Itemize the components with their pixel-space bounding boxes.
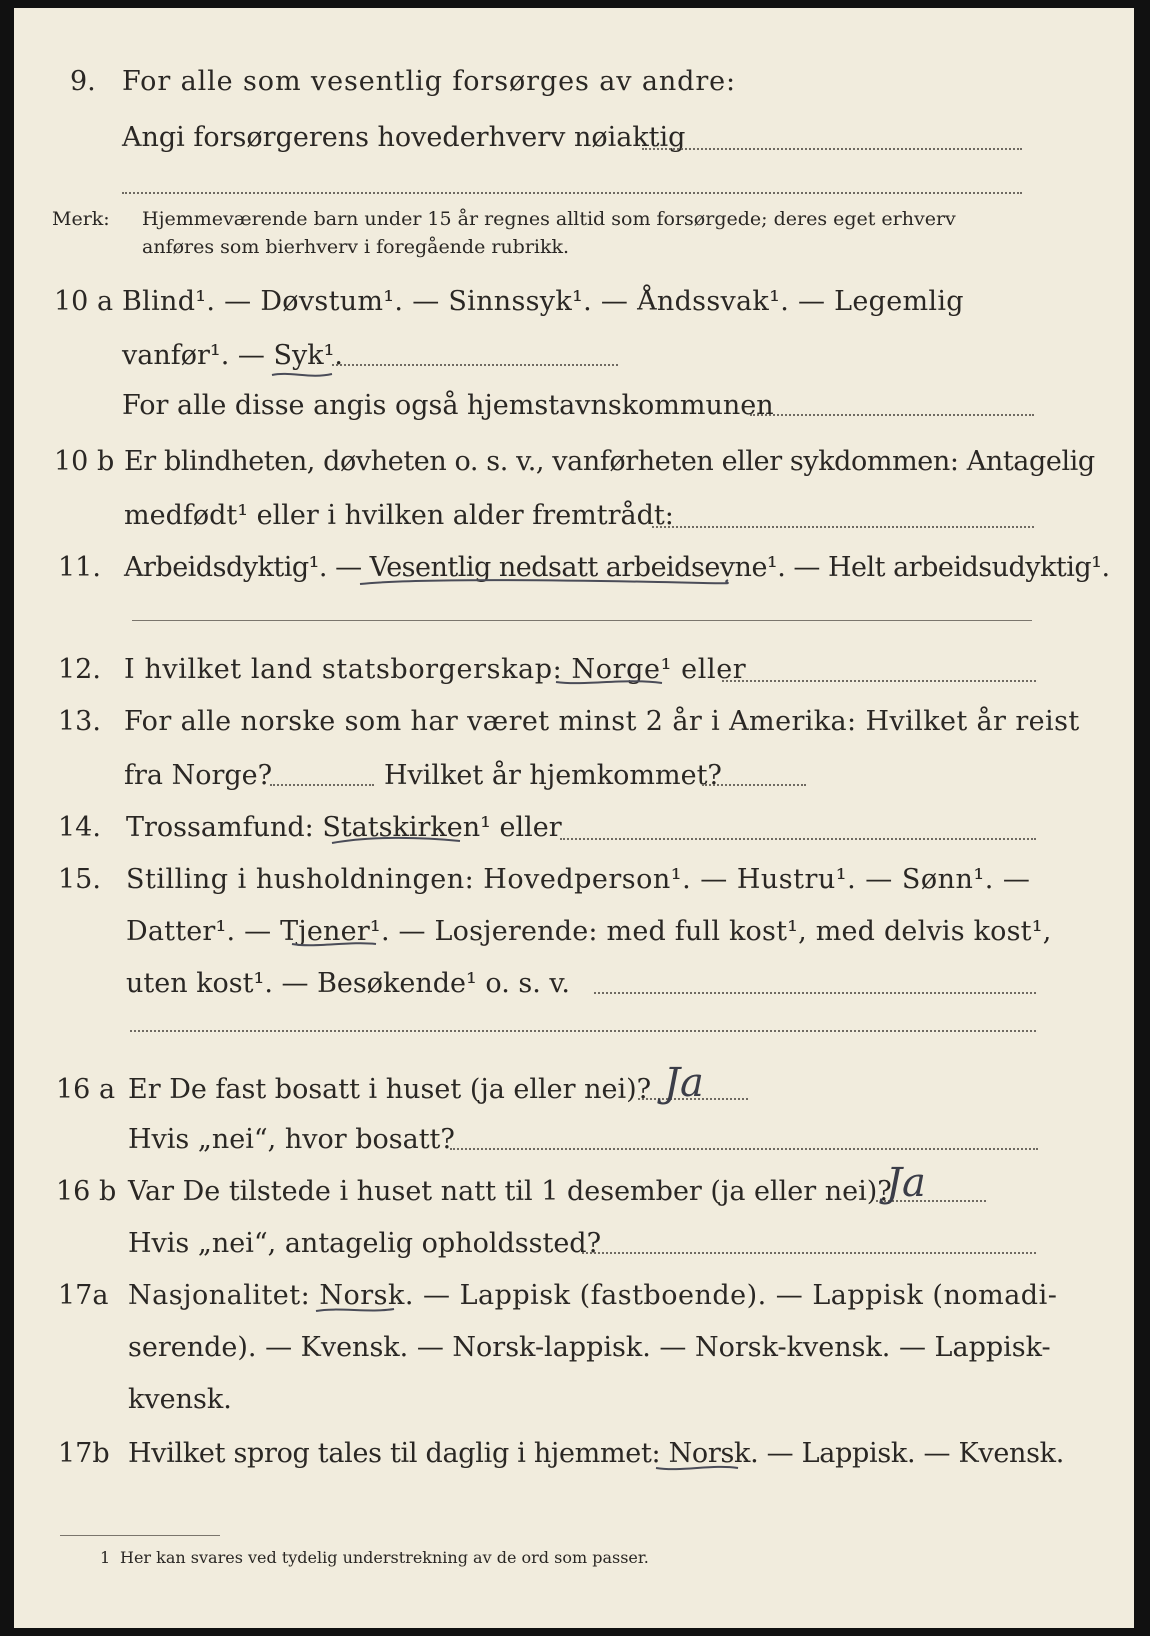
q16b-line1: Var De tilstede i huset natt til 1 desember (ja eller nei)? [128,1176,892,1207]
norsk-underline-17a [314,1304,396,1316]
q17a-line3: kvensk. [128,1384,232,1415]
footnote-rule [60,1535,220,1536]
q16b-handwritten-answer: Ja [886,1160,926,1206]
q16a-handwritten-answer: Ja [664,1060,704,1106]
q17a-line2: serende). — Kvensk. — Norsk-lappisk. — Norsk-kvensk. — Lappisk- [128,1332,1051,1363]
footnote-mark: 1 [100,1548,111,1567]
q12-number: 12. [58,654,101,685]
q15-number: 15. [58,864,101,895]
q9-line2: Angi forsørgerens hovederhverv nøiaktig [122,122,686,153]
census-form-page [14,8,1134,1628]
merk-label: Merk: [52,208,110,230]
q10a-number: 10 a [54,286,114,317]
q10b-number: 10 b [54,446,115,477]
q13-hjemkommet-field[interactable] [702,784,806,786]
q14-number: 14. [58,812,101,843]
statskirken-underline [330,834,462,848]
q13-line2a: fra Norge? [124,760,273,791]
q10a-line1: Blind¹. — Døvstum¹. — Sinnssyk¹. — Åndssvak¹. — Legemlig [122,286,964,317]
q10a-line2: vanfør¹. — Syk¹. [122,340,343,371]
q12-answer-field[interactable] [722,680,1036,682]
q16b-opholdssted-field[interactable] [582,1252,1036,1254]
q17b-number: 17b [58,1438,110,1469]
norsk-underline-17b [654,1462,740,1474]
q10a-answer-field[interactable] [332,364,618,366]
q15-line3: uten kost¹. — Besøkende¹ o. s. v. [126,968,571,999]
q10a-hjemstavn-field[interactable] [750,414,1034,416]
q15-line2: Datter¹. — Tjener¹. — Losjerende: med full kost¹, med delvis kost¹, [126,916,1052,947]
q15-line1: Stilling i husholdningen: Hovedperson¹. — Hustru¹. — Sønn¹. — [126,864,1031,895]
q16b-number: 16 b [56,1176,117,1207]
q11-line1: Arbeidsdyktig¹. — Vesentlig nedsatt arbeidsevne¹. — Helt arbeidsudyktig¹. [124,552,1110,583]
syk-underline [270,369,334,381]
q15-answer-field[interactable] [594,992,1036,994]
q13-line2b: Hvilket år hjemkommet? [384,760,722,791]
q16a-bosatt-field[interactable] [450,1148,1038,1150]
q10a-line3: For alle disse angis også hjemstavnskommunen [122,390,774,421]
q15-answer-field-2[interactable] [130,1030,1036,1032]
tjener-underline [290,938,378,950]
q9-answer-field[interactable] [642,148,1022,150]
footnote-text: Her kan svares ved tydelig understrekning av de ord som passer. [120,1548,649,1567]
merk-line1: Hjemmeværende barn under 15 år regnes alltid som forsørgede; deres eget erhverv [142,208,956,230]
q16a-line1: Er De fast bosatt i huset (ja eller nei)? [128,1074,652,1105]
q16a-number: 16 a [56,1074,116,1105]
q14-answer-field[interactable] [560,838,1036,840]
q11-answer-line[interactable] [132,620,1032,621]
q13-number: 13. [58,706,101,737]
norge-underline [554,676,664,688]
merk-line2: anføres som bierhverv i foregående rubrikk. [142,236,570,258]
q16a-line2: Hvis „nei“, hvor bosatt? [128,1124,455,1155]
q17a-line1: Nasjonalitet: Norsk. — Lappisk (fastboende). — Lappisk (nomadi- [128,1280,1058,1311]
q11-number: 11. [58,552,101,583]
q13-line1: For alle norske som har været minst 2 år i Amerika: Hvilket år reist [124,706,1080,737]
q14-line1: Trossamfund: Statskirken¹ eller [126,812,562,843]
q12-line1: I hvilket land statsborgerskap: Norge¹ eller [124,654,747,685]
q17a-number: 17a [58,1280,109,1311]
q13-reist-field[interactable] [270,784,374,786]
q10b-answer-field[interactable] [652,526,1034,528]
q9-number: 9. [70,66,96,97]
q9-line1: For alle som vesentlig forsørges av andre: [122,66,737,97]
q16b-line2: Hvis „nei“, antagelig opholdssted? [128,1228,602,1259]
q10b-line2: medfødt¹ eller i hvilken alder fremtrådt: [124,500,674,531]
q17b-line1: Hvilket sprog tales til daglig i hjemmet: Norsk. — Lappisk. — Kvensk. [128,1438,1065,1469]
q10b-line1: Er blindheten, døvheten o. s. v., vanførheten eller sykdommen: Antagelig [124,446,1095,477]
q9-answer-field-2[interactable] [122,192,1022,194]
arbeidsevne-underline [358,576,730,588]
